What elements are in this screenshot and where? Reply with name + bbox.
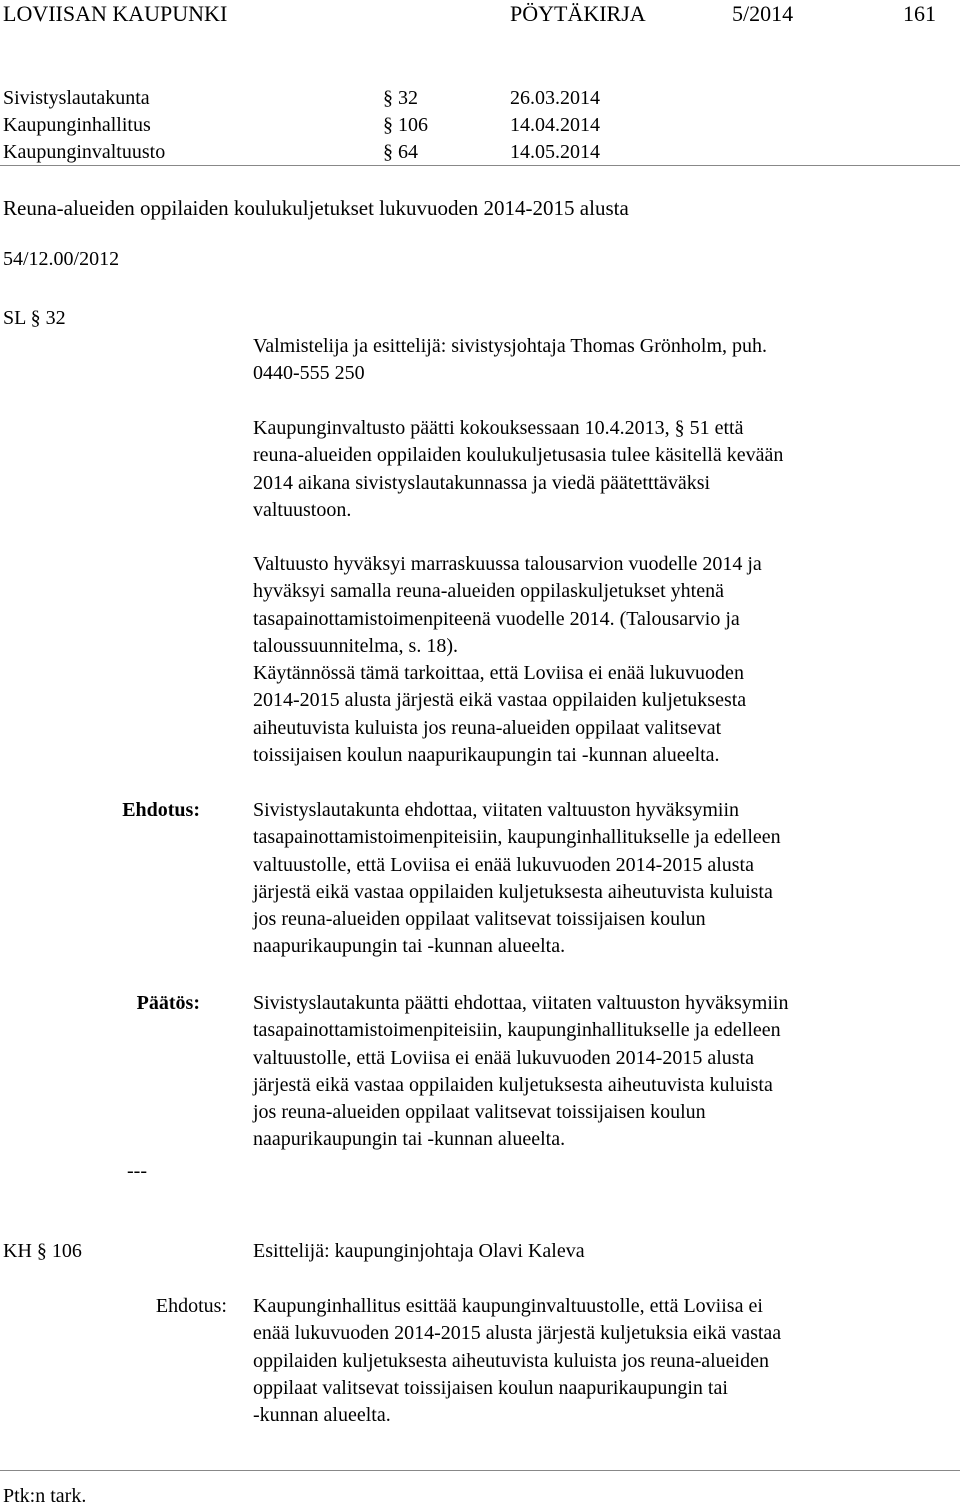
text-line: hyväksyi samalla reuna-alueiden oppilaskuljetukset yhtenä: [253, 580, 724, 603]
sl-preparer: [253, 333, 953, 388]
handling-date: 26.03.2014: [510, 87, 600, 109]
record-number: 54/12.00/2012: [3, 248, 120, 270]
header-page-number: 161: [903, 1, 936, 26]
text-line: valtuustolle, että Loviisa ei enää lukuvuoden 2014-2015 alusta: [253, 1046, 754, 1069]
sl-paragraph-budget: [253, 551, 953, 769]
text-line: aiheutuvista kuluista jos reuna-alueiden oppilaat valitsevat: [253, 716, 722, 739]
document-title: Reuna-alueiden oppilaiden koulukuljetukset lukuvuoden 2014-2015 alusta: [3, 196, 629, 220]
text-line: oppilaat valitsevat toissijaisen koulun naapurikaupungin tai: [253, 1376, 728, 1399]
text-line: naapurikaupungin tai -kunnan alueelta.: [253, 1128, 566, 1151]
handling-body: Kaupunginvaltuusto: [3, 141, 166, 163]
kh-presenter: Esittelijä: kaupunginjohtaja Olavi Kaleva: [253, 1240, 585, 1262]
text-line: jos reuna-alueiden oppilaat valitsevat toissijaisen koulun: [253, 908, 706, 931]
text-line: Sivistyslautakunta ehdottaa, viitaten valtuuston hyväksymiin: [253, 799, 740, 821]
text-line: 2014-2015 alusta järjestä eikä vastaa oppilaiden kuljetuksesta: [253, 689, 747, 712]
kh-section-marker: KH § 106: [3, 1240, 82, 1262]
sl-section-marker: SL § 32: [3, 307, 66, 329]
text-line: reuna-alueiden oppilaiden koulukuljetusasia tulee käsitellä kevään: [253, 444, 784, 467]
header-issue: 5/2014: [732, 1, 794, 26]
text-line: taloussuunnitelma, s. 18).: [253, 634, 458, 657]
text-line: Kaupunginvaltusto päätti kokouksessaan 10.4.2013, § 51 että: [253, 417, 744, 439]
text-line: tasapainottamistoimenpiteisiin, kaupunginhallitukselle ja edelleen: [253, 1019, 781, 1042]
handling-date: 14.05.2014: [510, 141, 600, 163]
text-line: -kunnan alueelta.: [253, 1404, 391, 1427]
text-line: 2014 aikana sivistyslautakunnassa ja viedä päätetttäväksi: [253, 471, 711, 494]
handling-date: 14.04.2014: [510, 114, 600, 136]
text-line: Sivistyslautakunta päätti ehdottaa, viitaten valtuuston hyväksymiin: [253, 992, 789, 1014]
sl-proposal-label: Ehdotus:: [122, 799, 200, 821]
text-line: naapurikaupungin tai -kunnan alueelta.: [253, 935, 566, 958]
handling-section: § 106: [383, 114, 428, 136]
header-divider: [0, 165, 960, 166]
text-line: tasapainottamistoimenpiteenä vuodelle 2014. (Talousarvio ja: [253, 607, 740, 630]
sl-paragraph-background: [253, 415, 953, 524]
footer-minutes-check: Ptk:n tark.: [3, 1485, 87, 1507]
text-line: Valmistelija ja esittelijä: sivistysjohtaja Thomas Grönholm, puh.: [253, 335, 768, 357]
text-line: valtuustoon.: [253, 498, 352, 521]
kh-proposal-label: Ehdotus:: [155, 1295, 227, 1317]
handling-body: Kaupunginhallitus: [3, 114, 151, 136]
handling-body: Sivistyslautakunta: [3, 87, 150, 109]
text-line: järjestä eikä vastaa oppilaiden kuljetuksesta aiheutuvista kuluista: [253, 1073, 773, 1096]
text-line: 0440-555 250: [253, 362, 365, 385]
sl-proposal-text: [253, 797, 953, 961]
sl-decision-text: [253, 990, 953, 1154]
header-doc-type: PÖYTÄKIRJA: [510, 1, 646, 26]
header-city: LOVIISAN KAUPUNKI: [3, 1, 228, 26]
kh-proposal-text: [253, 1293, 953, 1429]
footer-divider: [0, 1470, 960, 1471]
text-line: enää lukuvuoden 2014-2015 alusta järjestä kuljetuksia eikä vastaa: [253, 1322, 782, 1345]
text-line: jos reuna-alueiden oppilaat valitsevat toissijaisen koulun: [253, 1101, 706, 1124]
handling-section: § 32: [383, 87, 418, 109]
section-separator: ---: [127, 1160, 147, 1182]
text-line: valtuustolle, että Loviisa ei enää lukuvuoden 2014-2015 alusta: [253, 853, 754, 876]
sl-decision-label: Päätös:: [136, 992, 200, 1014]
text-line: tasapainottamistoimenpiteisiin, kaupunginhallitukselle ja edelleen: [253, 826, 781, 849]
handling-section: § 64: [383, 141, 418, 163]
text-line: Valtuusto hyväksyi marraskuussa talousarvion vuodelle 2014 ja: [253, 553, 762, 575]
text-line: järjestä eikä vastaa oppilaiden kuljetuksesta aiheutuvista kuluista: [253, 880, 773, 903]
text-line: toissijaisen koulun naapurikaupungin tai -kunnan alueelta.: [253, 744, 720, 767]
text-line: Käytännössä tämä tarkoittaa, että Loviisa ei enää lukuvuoden: [253, 662, 744, 685]
text-line: oppilaiden kuljetuksesta aiheutuvista kuluista jos reuna-alueiden: [253, 1349, 769, 1372]
text-line: Kaupunginhallitus esittää kaupunginvaltuustolle, että Loviisa ei: [253, 1295, 763, 1317]
